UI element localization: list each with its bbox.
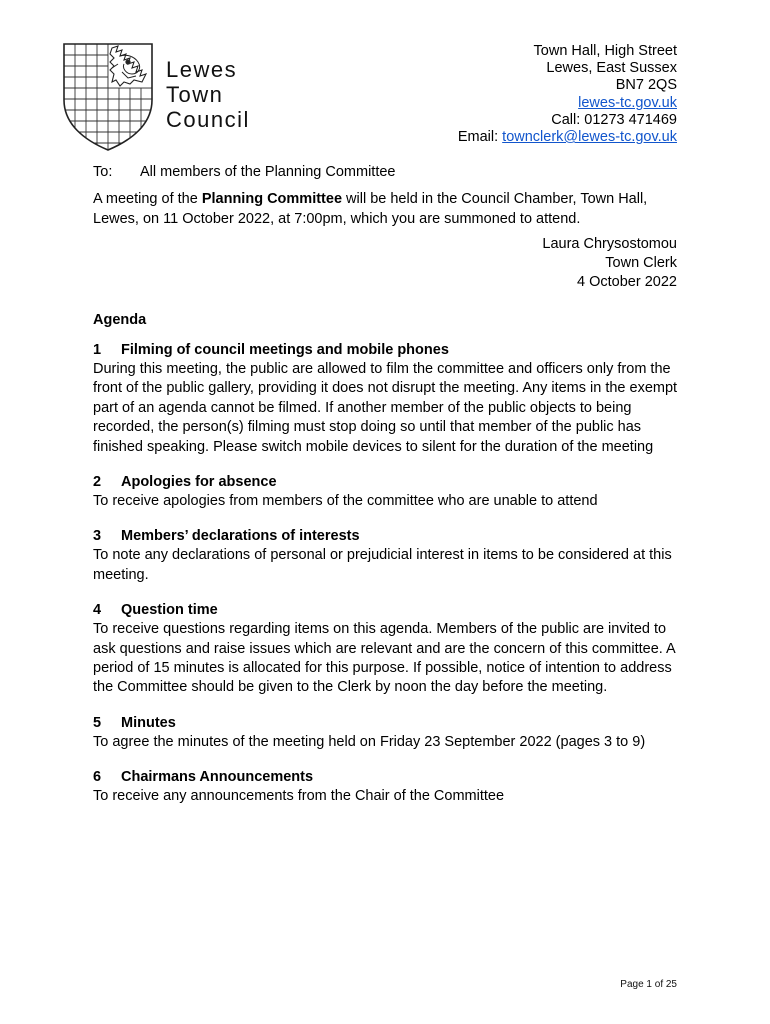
item-title: Apologies for absence [121,474,277,491]
email-label: Email: [457,129,503,146]
meeting-intro [93,189,683,229]
intro-text-end: will be held in the Council Chamber, Town Hall, Lewes, on 11 October 2022, at 7:00pm, which you are summoned to attend. [93,191,648,227]
item-title: Minutes [121,714,176,731]
signatory-name: Laura Chrysostomou [542,236,677,252]
recipients: All members of the Planning Committee [140,164,396,180]
item-number: 2 [93,474,102,491]
shield-icon [62,42,154,152]
item-number: 4 [93,602,102,619]
recipient-line [93,163,395,182]
agenda-item [93,527,683,585]
item-body: During this meeting, the public are allowed to film the committee and officers only from the front of the public gallery, providing it does not disrupt the meeting. Any items in the exempt part of an agenda cannot be filmed. If another member of the public objects to being recorded, the person(s) filming must stop doing so until that member of the public has finished speaking. Please switch mobile devices to silent for the duration of the meeting [93,361,678,455]
agenda-item [93,601,683,698]
org-name-line: Town [166,82,224,107]
org-name-line: Lewes [166,57,238,82]
address-line: Lewes, East Sussex [546,60,677,77]
address-block [458,43,677,146]
council-crest-logo [62,42,154,152]
website-link[interactable]: lewes-tc.gov.uk [578,94,677,111]
item-body: To agree the minutes of the meeting held on Friday 23 September 2022 (pages 3 to 9) [93,733,646,750]
agenda-item [93,714,683,752]
item-title: Members’ declarations of interests [121,528,360,545]
signature-block [542,235,677,292]
agenda-items [93,341,683,823]
org-name-line: Council [166,107,250,132]
item-title: Question time [121,602,218,619]
to-label: To: [93,164,113,180]
council-name [166,57,250,132]
page-number: Page 1 of 25 [620,979,677,990]
intro-text-start: A meeting of the [93,191,202,207]
letter-date: 4 October 2022 [577,274,677,290]
item-number: 1 [93,342,102,358]
item-title: Chairmans Announcements [121,769,314,786]
signatory-title: Town Clerk [605,255,677,271]
email-link[interactable]: townclerk@lewes-tc.gov.uk [502,129,677,146]
address-line: BN7 2QS [615,77,677,94]
item-number: 6 [93,769,102,786]
item-body: To receive any announcements from the Chair of the Committee [93,788,505,805]
item-title: Filming of council meetings and mobile phones [121,342,449,358]
agenda-item [93,341,683,457]
agenda-item [93,768,683,806]
item-body: To receive questions regarding items on this agenda. Members of the public are invited to ask questions and raise issues which are relevant and are the concern of this committee. A period of 15 minutes is allocated for this purpose. If possible, notice of intention to address the Committee should be given to the Clerk by noon the day before the meeting. [93,621,675,696]
committee-name: Planning Committee [201,191,343,207]
item-body: To note any declarations of personal or prejudicial interest in items to be considered at this meeting. [93,547,672,583]
item-body: To receive apologies from members of the committee who are unable to attend [93,493,598,510]
phone-number: Call: 01273 471469 [551,111,677,128]
item-number: 5 [93,714,102,731]
address-line: Town Hall, High Street [533,43,677,59]
agenda-heading: Agenda [93,312,147,328]
item-number: 3 [93,528,102,545]
agenda-item [93,473,683,511]
